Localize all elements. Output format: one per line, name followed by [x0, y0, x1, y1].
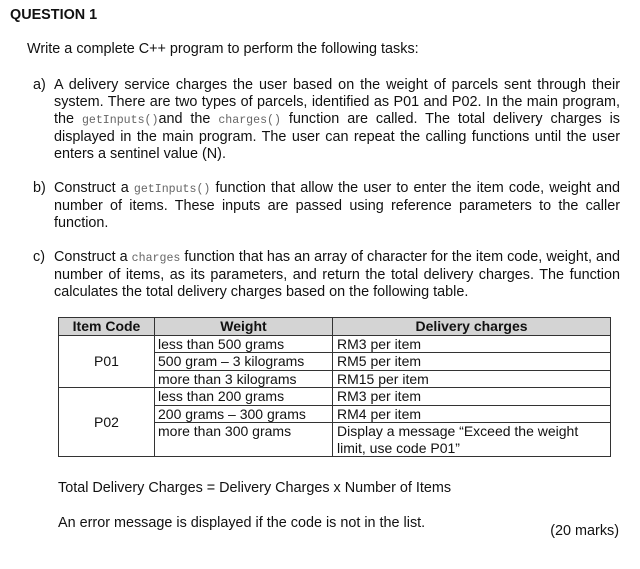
task-c-text-2: function that has an array of character for the item code, weight, and number of items, as its parameters, and return the total delivery charges. The function calculates the total delivery charges based on the following table. [54, 249, 620, 301]
error-message-note: An error message is displayed if the code is not in the list. [58, 515, 426, 531]
code-charges: charges [131, 252, 181, 265]
delivery-charges-table [58, 317, 611, 457]
task-b-label: b) [33, 180, 46, 196]
charge-cell: RM4 per item [333, 405, 611, 423]
table-row [59, 388, 611, 406]
task-a-text-3: function are called. The total delivery charges is displayed in the main program. The user can repeat the calling functions until the user enters a sentinel value (N). [54, 111, 621, 163]
item-code-cell: P02 [59, 388, 155, 457]
weight-cell: 500 gram – 3 kilograms [155, 353, 333, 371]
weight-cell: more than 3 kilograms [155, 370, 333, 388]
task-a-text-2: and the [158, 111, 219, 128]
marks-label: (20 marks) [550, 523, 619, 539]
task-b-text [54, 180, 620, 232]
task-a-text [54, 77, 620, 163]
header-weight: Weight [155, 318, 333, 336]
header-delivery-charges: Delivery charges [333, 318, 611, 336]
charge-cell: Display a message “Exceed the weight limit, use code P01” [333, 423, 611, 457]
charge-cell: RM15 per item [333, 370, 611, 388]
weight-cell: 200 grams – 300 grams [155, 405, 333, 423]
charge-cell: RM3 per item [333, 335, 611, 353]
task-b-text-1: Construct a [54, 180, 134, 196]
task-c-text-1: Construct a [54, 249, 132, 265]
question-heading: QUESTION 1 [10, 7, 98, 23]
code-charges: charges() [218, 114, 281, 128]
weight-cell: less than 200 grams [155, 388, 333, 406]
table-row [59, 335, 611, 353]
question-intro: Write a complete C++ program to perform the following tasks: [27, 41, 419, 57]
item-code-cell: P01 [59, 335, 155, 388]
task-c-text [54, 249, 620, 301]
task-b [33, 180, 623, 236]
total-charges-formula: Total Delivery Charges = Delivery Charges x Number of Items [58, 480, 452, 496]
weight-cell: more than 300 grams [155, 423, 333, 457]
task-a-label: a) [33, 77, 46, 93]
table-header-row [59, 318, 611, 336]
code-getinputs: getInputs() [81, 114, 159, 128]
charge-cell: RM5 per item [333, 353, 611, 371]
task-c [33, 249, 623, 305]
charge-cell: RM3 per item [333, 388, 611, 406]
code-getinputs: getInputs() [133, 183, 211, 196]
header-item-code: Item Code [59, 318, 155, 336]
weight-cell: less than 500 grams [155, 335, 333, 353]
task-b-text-2: function that allow the user to enter the item code, weight and number of items. These inputs are passed using reference parameters to the caller function. [54, 180, 620, 232]
task-a [33, 77, 623, 167]
task-a-text-1: A delivery service charges the user based on the weight of parcels sent through their system. There are two types of parcels, identified as P01 and P02. In the main program, the [54, 77, 620, 128]
task-c-label: c) [33, 249, 45, 265]
